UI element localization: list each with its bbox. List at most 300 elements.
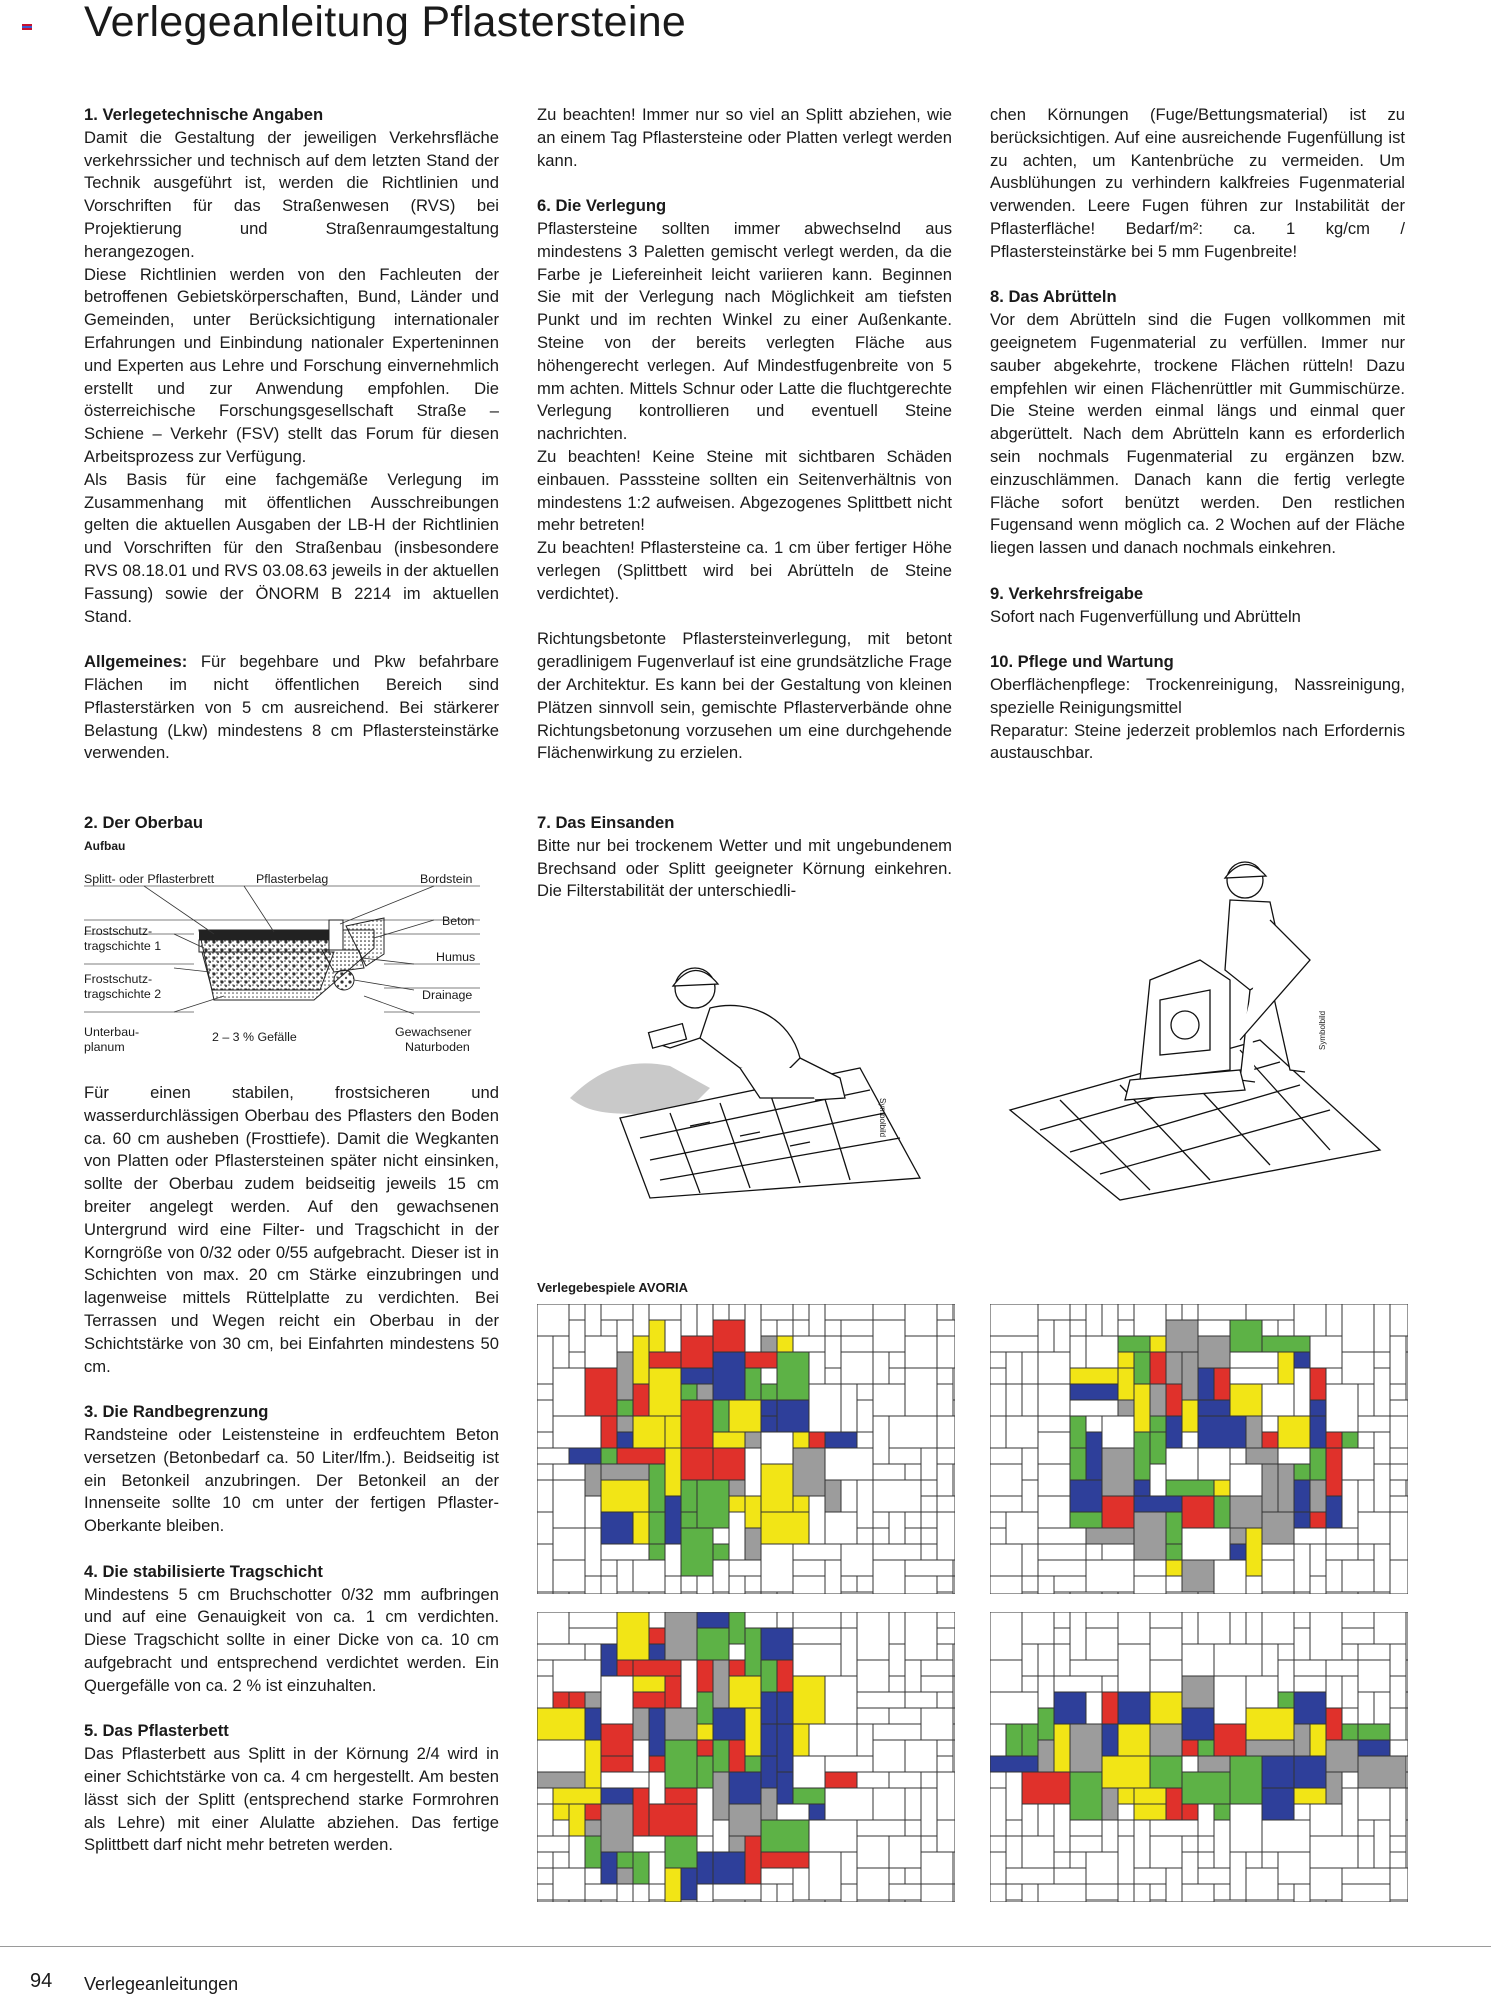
paving-stone bbox=[990, 1852, 1006, 1884]
paving-stone bbox=[601, 1416, 617, 1448]
paving-stone bbox=[1294, 1788, 1326, 1804]
paving-stone bbox=[1246, 1868, 1278, 1900]
paving-stone bbox=[1038, 1320, 1054, 1352]
paving-stone bbox=[990, 1576, 1022, 1594]
paving-stone bbox=[1022, 1480, 1038, 1512]
paragraph: Damit die Gestaltung der jeweiligen Verkehrsfläche verkehrssicher und technisch auf dem letzten Stand der Technik ausgeführt ist, werden die Richtlinien und Vorschriften für das Straßenwesen (RVS) bei Projektierung und Straßenraumgestaltung herangezogen. bbox=[84, 127, 499, 261]
paving-stone bbox=[990, 1772, 1006, 1788]
paving-stone bbox=[937, 1384, 953, 1416]
paving-stone bbox=[761, 1692, 777, 1724]
paving-stone bbox=[1022, 1644, 1038, 1676]
paving-stone bbox=[1054, 1628, 1070, 1644]
paving-stone bbox=[1070, 1820, 1102, 1836]
paving-stone bbox=[1358, 1820, 1374, 1836]
paving-stone bbox=[585, 1368, 617, 1416]
paving-stone bbox=[537, 1448, 569, 1464]
paving-stone bbox=[697, 1836, 713, 1852]
paving-stone bbox=[809, 1852, 841, 1900]
section-heading: 2. Der Oberbau bbox=[84, 813, 203, 832]
paving-stone bbox=[953, 1884, 955, 1902]
paving-stone bbox=[633, 1836, 665, 1852]
paving-stone bbox=[1326, 1432, 1342, 1448]
paving-stone bbox=[1294, 1480, 1310, 1512]
paving-stone bbox=[601, 1676, 633, 1724]
paving-stone bbox=[553, 1368, 585, 1416]
paving-stone bbox=[1182, 1740, 1198, 1756]
paving-stone bbox=[1230, 1368, 1278, 1384]
paving-stone bbox=[937, 1772, 955, 1820]
paving-stone bbox=[553, 1692, 569, 1708]
paving-stone bbox=[537, 1480, 553, 1512]
paving-stone bbox=[1390, 1900, 1408, 1902]
paving-stone bbox=[809, 1304, 825, 1336]
paving-stone bbox=[569, 1448, 601, 1464]
paving-stone bbox=[1342, 1448, 1374, 1480]
paving-stone bbox=[1166, 1480, 1214, 1496]
paving-stone bbox=[649, 1852, 665, 1884]
paving-stone bbox=[1038, 1676, 1054, 1708]
paving-stone bbox=[1102, 1788, 1118, 1820]
paving-stone bbox=[1086, 1432, 1102, 1480]
paving-stone bbox=[793, 1756, 825, 1788]
paving-stone bbox=[537, 1512, 553, 1544]
paving-stone bbox=[905, 1336, 937, 1368]
paving-stone bbox=[713, 1708, 745, 1740]
paving-stone bbox=[1118, 1612, 1150, 1644]
paving-stone bbox=[1182, 1432, 1198, 1448]
paving-stone bbox=[889, 1836, 921, 1868]
paving-stone bbox=[713, 1448, 745, 1480]
paving-stone bbox=[857, 1692, 905, 1708]
paving-stone bbox=[1326, 1592, 1358, 1594]
paving-stone bbox=[1150, 1352, 1166, 1384]
paving-stone bbox=[585, 1692, 601, 1708]
paving-stone bbox=[1294, 1368, 1310, 1416]
paving-stone bbox=[601, 1320, 617, 1336]
paving-stone bbox=[1246, 1528, 1262, 1576]
paving-stone bbox=[1182, 1644, 1214, 1676]
paving-stone bbox=[1294, 1676, 1326, 1692]
paving-stone bbox=[1118, 1724, 1150, 1756]
paving-stone bbox=[1118, 1804, 1134, 1820]
paving-stone bbox=[1182, 1496, 1214, 1528]
paving-stone bbox=[921, 1528, 937, 1544]
paving-stone bbox=[1006, 1416, 1038, 1448]
paving-stone bbox=[1358, 1740, 1390, 1756]
paving-stone bbox=[921, 1496, 937, 1512]
paving-stone bbox=[1118, 1400, 1134, 1416]
paving-stone bbox=[553, 1788, 601, 1804]
paving-stone bbox=[1198, 1740, 1214, 1756]
paving-stone bbox=[1262, 1464, 1278, 1512]
paving-stone bbox=[1134, 1496, 1182, 1512]
paving-stone bbox=[729, 1740, 745, 1772]
paving-stone bbox=[1326, 1676, 1342, 1708]
label-drainage: Drainage bbox=[422, 988, 473, 1002]
paving-stone bbox=[1310, 1612, 1342, 1660]
paving-stone bbox=[990, 1336, 1038, 1352]
paving-stone bbox=[1070, 1304, 1086, 1320]
paving-stone bbox=[921, 1884, 953, 1902]
paving-stone bbox=[841, 1628, 857, 1676]
paving-stone bbox=[953, 1464, 955, 1496]
oberbau-cross-section-diagram bbox=[84, 868, 480, 1058]
paving-stone bbox=[633, 1692, 665, 1708]
paving-stone bbox=[1310, 1400, 1326, 1416]
paving-stone bbox=[697, 1660, 713, 1692]
paragraph: Richtungsbetonte Pflastersteinverlegung, mit betont geradlinigem Fugenverlauf ist eine grundsätzliche Frage der Architektur. Es kann bei der Gestaltung von kleinen Plätzen sinnvoll sein, gemischte Pflasterverbände ohne Richtungsbetonung vorzusehen um eine durchgehende Flächenwirkung zu erzielen. bbox=[537, 629, 952, 763]
paving-stone bbox=[1198, 1448, 1230, 1480]
paving-stone bbox=[1198, 1592, 1214, 1594]
paving-stone bbox=[761, 1400, 777, 1416]
paving-stone bbox=[1246, 1612, 1262, 1644]
paving-stone bbox=[905, 1464, 921, 1480]
allgemeines-label: Allgemeines: bbox=[84, 652, 188, 672]
paving-stone bbox=[601, 1576, 617, 1594]
paving-stone bbox=[1022, 1544, 1038, 1576]
paving-stone bbox=[1022, 1836, 1054, 1868]
paving-stone bbox=[1150, 1660, 1182, 1692]
paving-stone bbox=[1390, 1496, 1408, 1512]
paving-stone bbox=[697, 1756, 713, 1788]
paving-stone bbox=[1070, 1336, 1086, 1368]
paving-stone bbox=[729, 1496, 745, 1512]
paving-stone bbox=[873, 1528, 889, 1544]
paving-stone bbox=[1310, 1480, 1326, 1512]
paving-stone bbox=[889, 1676, 905, 1692]
paving-stone bbox=[990, 1352, 1006, 1368]
paving-stone bbox=[553, 1852, 569, 1868]
pattern-example-1 bbox=[537, 1304, 955, 1594]
paving-stone bbox=[665, 1612, 697, 1660]
paving-stone bbox=[1262, 1320, 1278, 1336]
paving-stone bbox=[1262, 1512, 1294, 1544]
section-heading: 3. Die Randbegrenzung bbox=[84, 1402, 269, 1422]
paving-stone bbox=[1070, 1480, 1102, 1512]
paving-stone bbox=[537, 1836, 569, 1852]
paving-stone bbox=[601, 1852, 617, 1884]
paving-stone bbox=[1214, 1368, 1230, 1400]
paving-stone bbox=[809, 1352, 825, 1384]
paving-stone bbox=[1214, 1884, 1230, 1900]
paving-stone bbox=[1134, 1576, 1166, 1594]
paving-stone bbox=[1358, 1756, 1406, 1788]
paving-stone bbox=[761, 1868, 793, 1884]
paving-stone bbox=[1342, 1560, 1374, 1592]
paving-stone bbox=[537, 1708, 585, 1740]
paving-stone bbox=[777, 1772, 793, 1804]
paving-stone bbox=[889, 1772, 921, 1788]
paving-stone bbox=[905, 1820, 921, 1836]
label-frostschutz-2a: Frostschutz- bbox=[84, 972, 153, 986]
paving-stone bbox=[873, 1384, 905, 1416]
paving-stone bbox=[777, 1612, 793, 1628]
paving-stone bbox=[921, 1544, 937, 1560]
paving-stone bbox=[745, 1352, 777, 1368]
paving-stone bbox=[905, 1560, 953, 1576]
paving-stone bbox=[569, 1836, 585, 1868]
paving-stone bbox=[841, 1320, 873, 1336]
paving-stone bbox=[921, 1772, 937, 1788]
paving-stone bbox=[889, 1868, 905, 1884]
paving-stone bbox=[537, 1432, 553, 1448]
paving-stone bbox=[1262, 1852, 1278, 1868]
subheading-aufbau: Aufbau bbox=[84, 838, 126, 853]
paving-stone bbox=[777, 1352, 809, 1400]
paving-stone bbox=[873, 1512, 889, 1528]
paving-stone bbox=[1182, 1852, 1198, 1884]
paving-stone bbox=[793, 1612, 841, 1628]
paving-stone bbox=[1374, 1352, 1390, 1368]
paving-stone bbox=[1166, 1544, 1182, 1560]
paving-stone bbox=[1262, 1592, 1294, 1594]
paving-stone bbox=[841, 1852, 857, 1884]
paving-stone bbox=[1182, 1772, 1230, 1804]
paving-stone bbox=[857, 1772, 889, 1788]
paving-stone bbox=[1070, 1612, 1086, 1660]
paving-stone bbox=[1278, 1644, 1294, 1660]
paving-stone bbox=[1214, 1804, 1230, 1820]
paving-stone bbox=[1310, 1544, 1326, 1576]
paving-stone bbox=[793, 1432, 809, 1448]
paving-stone bbox=[937, 1496, 955, 1512]
paving-stone bbox=[905, 1304, 937, 1336]
paving-stone bbox=[1390, 1384, 1406, 1400]
pattern-example-2 bbox=[990, 1304, 1408, 1594]
paving-stone bbox=[649, 1756, 665, 1772]
paving-stone bbox=[713, 1884, 761, 1900]
footer-section-title: Verlegeanleitungen bbox=[84, 1974, 239, 1994]
paving-stone bbox=[713, 1544, 729, 1560]
paving-stone bbox=[681, 1448, 713, 1480]
paving-stone bbox=[665, 1836, 697, 1868]
paving-stone bbox=[761, 1320, 777, 1336]
paving-stone bbox=[1038, 1352, 1070, 1384]
paving-stone bbox=[953, 1400, 955, 1416]
paving-stone bbox=[1006, 1512, 1038, 1544]
paving-stone bbox=[825, 1900, 841, 1902]
paving-stone bbox=[1310, 1868, 1342, 1900]
paving-stone bbox=[681, 1384, 697, 1400]
paving-stone bbox=[713, 1400, 729, 1432]
paving-stone bbox=[1358, 1512, 1390, 1544]
paving-stone bbox=[665, 1868, 681, 1902]
paving-stone bbox=[841, 1352, 873, 1384]
paving-stone bbox=[681, 1576, 697, 1592]
paving-stone bbox=[745, 1432, 761, 1448]
paving-stone bbox=[793, 1320, 809, 1336]
paving-stone bbox=[857, 1820, 905, 1836]
paving-stone bbox=[713, 1432, 745, 1448]
paving-stone bbox=[1246, 1900, 1294, 1902]
paving-stone bbox=[1038, 1384, 1070, 1416]
paving-stone bbox=[1214, 1724, 1246, 1756]
paving-stone bbox=[1390, 1676, 1406, 1708]
paragraph-allgemeines bbox=[84, 651, 499, 765]
paving-stone bbox=[1406, 1708, 1408, 1740]
paving-stone bbox=[633, 1560, 665, 1592]
paving-stone bbox=[793, 1544, 841, 1560]
paving-stone bbox=[1166, 1320, 1198, 1352]
paving-stone bbox=[601, 1788, 633, 1804]
paving-stone bbox=[1166, 1304, 1182, 1320]
paving-stone bbox=[1374, 1612, 1406, 1644]
paving-stone bbox=[1054, 1644, 1070, 1676]
paving-stone bbox=[697, 1628, 729, 1660]
paving-stone bbox=[1150, 1464, 1166, 1496]
paving-stone bbox=[1118, 1592, 1134, 1594]
paving-stone bbox=[1070, 1512, 1102, 1528]
paving-stone bbox=[553, 1868, 585, 1900]
paving-stone bbox=[1086, 1544, 1102, 1560]
austria-flag-icon bbox=[22, 24, 32, 30]
label-unterbau-a: Unterbau- bbox=[84, 1025, 140, 1039]
paving-stone bbox=[1294, 1592, 1310, 1594]
paving-stone bbox=[1246, 1676, 1278, 1708]
paving-stone bbox=[1070, 1320, 1086, 1336]
paving-stone bbox=[841, 1884, 857, 1902]
paving-stone bbox=[537, 1900, 553, 1902]
paving-stone bbox=[665, 1708, 697, 1740]
paving-stone bbox=[569, 1628, 617, 1644]
paving-stone bbox=[617, 1612, 649, 1660]
paving-stone bbox=[937, 1644, 953, 1660]
paving-stone bbox=[1262, 1644, 1278, 1676]
paving-stone bbox=[1294, 1464, 1310, 1480]
paving-stone bbox=[729, 1400, 761, 1432]
paving-stone bbox=[553, 1480, 585, 1528]
paving-stone bbox=[649, 1352, 681, 1368]
paving-stone bbox=[633, 1416, 665, 1448]
paving-stone bbox=[1358, 1644, 1390, 1660]
paving-stone bbox=[1022, 1884, 1038, 1902]
paving-stone bbox=[1118, 1644, 1150, 1692]
paving-stone bbox=[1390, 1788, 1406, 1836]
paving-stone bbox=[873, 1416, 889, 1464]
paving-stone bbox=[1022, 1804, 1038, 1836]
paving-stone bbox=[1118, 1336, 1150, 1352]
paving-stone bbox=[1294, 1528, 1326, 1544]
paving-stone bbox=[1214, 1820, 1230, 1868]
paving-stone bbox=[553, 1660, 601, 1692]
paving-stone bbox=[697, 1384, 713, 1400]
paving-stone bbox=[585, 1528, 601, 1576]
paving-stone bbox=[697, 1304, 713, 1336]
paving-stone bbox=[937, 1756, 953, 1772]
paving-stone bbox=[729, 1576, 745, 1594]
paving-stone bbox=[1262, 1820, 1310, 1852]
symbolbild-label-1: Symbolbild bbox=[878, 1098, 887, 1138]
examples-title: Verlegebespiele AVORIA bbox=[537, 1280, 689, 1295]
paving-stone bbox=[617, 1660, 633, 1676]
column-1-top bbox=[84, 104, 499, 765]
paving-stone bbox=[1038, 1416, 1070, 1432]
paving-stone bbox=[1326, 1708, 1342, 1740]
paving-stone bbox=[601, 1772, 649, 1788]
paving-stone bbox=[1118, 1820, 1134, 1836]
paving-stone bbox=[825, 1512, 857, 1544]
paving-stone bbox=[713, 1528, 729, 1544]
paving-stone bbox=[713, 1320, 745, 1352]
paving-stone bbox=[1038, 1496, 1070, 1528]
paving-stone bbox=[1070, 1400, 1118, 1416]
paving-stone bbox=[1214, 1496, 1230, 1528]
paving-stone bbox=[1134, 1480, 1150, 1496]
paving-stone bbox=[777, 1660, 793, 1692]
paving-stone bbox=[1262, 1612, 1294, 1644]
paving-stone bbox=[1134, 1304, 1166, 1336]
paving-stone bbox=[825, 1368, 841, 1384]
paving-stone bbox=[1054, 1804, 1070, 1852]
paving-stone bbox=[1310, 1836, 1358, 1868]
paving-stone bbox=[1294, 1804, 1310, 1820]
paving-stone bbox=[905, 1576, 937, 1594]
paving-stone bbox=[681, 1900, 697, 1902]
label-frostschutz-1b: tragschichte 1 bbox=[84, 939, 162, 953]
paving-stone bbox=[761, 1592, 777, 1594]
plate-compactor-illustration bbox=[1000, 850, 1400, 1210]
paving-stone bbox=[937, 1512, 955, 1560]
paving-stone bbox=[777, 1400, 809, 1432]
paving-stone bbox=[1038, 1884, 1086, 1902]
paving-stone bbox=[1150, 1820, 1198, 1836]
paving-stone bbox=[1246, 1576, 1262, 1594]
paving-stone bbox=[1406, 1772, 1408, 1788]
paving-stone bbox=[857, 1868, 889, 1900]
paving-stone bbox=[953, 1708, 955, 1724]
paving-stone bbox=[1134, 1804, 1166, 1820]
paving-stone bbox=[1358, 1416, 1390, 1432]
paving-stone bbox=[1342, 1432, 1358, 1448]
paving-stone bbox=[1086, 1884, 1118, 1900]
paving-stone bbox=[1102, 1592, 1118, 1594]
paving-stone bbox=[1086, 1612, 1118, 1628]
paving-stone bbox=[729, 1836, 745, 1852]
paving-stone bbox=[633, 1336, 649, 1384]
paving-stone bbox=[953, 1852, 955, 1884]
paving-stone bbox=[713, 1592, 729, 1594]
paving-stone bbox=[1326, 1496, 1342, 1528]
label-bordstein: Bordstein bbox=[420, 872, 473, 886]
paving-stone bbox=[649, 1304, 681, 1320]
paving-stone bbox=[1294, 1304, 1326, 1336]
paving-stone bbox=[665, 1676, 681, 1708]
paving-stone bbox=[1070, 1448, 1086, 1480]
paving-stone bbox=[1006, 1772, 1022, 1820]
paving-stone bbox=[793, 1496, 809, 1512]
paragraph: Mindestens 5 cm Bruchschotter 0/32 mm aufbringen und auf eine Genauigkeit von ca. 1 cm verdichten. Diese Tragschicht sollte in einer Dicke von ca. 10 cm aufgebracht und entsprechend verdichtet werden. Ein Quergefälle von ca. 2 % ist einzuhalten. bbox=[84, 1584, 499, 1695]
paving-stone bbox=[761, 1788, 777, 1820]
paving-stone bbox=[713, 1304, 729, 1320]
paragraph: Vor dem Abrütteln sind die Fugen vollkommen mit geeignetem Fugenmaterial zu verfüllen. Immer nur sauber abgekehrte, trockene Flächen rütteln! Dazu empfehlen wir einen Flächenrüttler mit Gummischürze. Die Steine werden einmal längs und einmal quer abgerüttelt. Nach dem Abrütteln kann es erforderlich sein nochmals Fugenmaterial zu ergänzen bzw. einzuschlämmen. Danach kann die fertig verlegte Fläche sofort benützt werden. Den restlichen Fugensand wenn möglich ca. 2 Wochen auf der Fläche liegen lassen und danach nochmals einkehren. bbox=[990, 310, 1405, 558]
paving-stone bbox=[857, 1900, 889, 1902]
paving-stone bbox=[857, 1528, 873, 1544]
paving-stone bbox=[537, 1660, 553, 1676]
paving-stone bbox=[1102, 1692, 1118, 1724]
paving-stone bbox=[889, 1884, 921, 1900]
paving-stone bbox=[857, 1432, 873, 1448]
paving-stone bbox=[1022, 1352, 1038, 1384]
paving-stone bbox=[697, 1612, 729, 1628]
paving-stone bbox=[809, 1820, 857, 1852]
paving-stone bbox=[1326, 1368, 1342, 1384]
paving-stone bbox=[905, 1788, 921, 1820]
paving-stone bbox=[1150, 1836, 1182, 1868]
paving-stone bbox=[1006, 1900, 1022, 1902]
paving-stone bbox=[990, 1836, 1006, 1852]
paving-stone bbox=[1310, 1336, 1342, 1368]
paving-stone bbox=[1326, 1560, 1342, 1592]
